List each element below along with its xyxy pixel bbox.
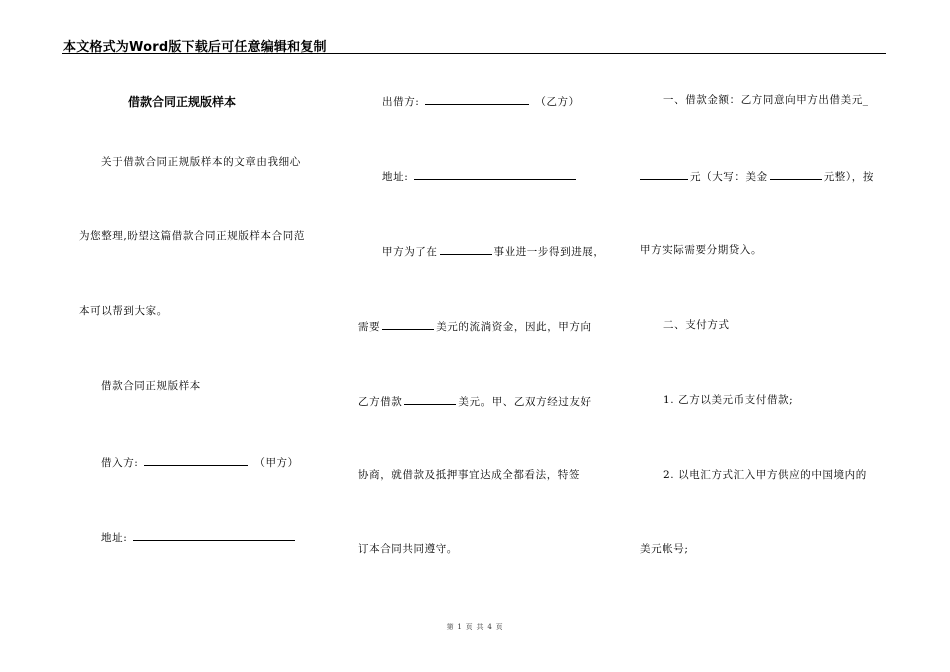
p1-blank xyxy=(440,243,492,255)
header-title: 本文格式为Word版下载后可任意编辑和复制 xyxy=(63,40,327,55)
p2-blank xyxy=(382,318,434,330)
intro-line-2: 为您整理,盼望这篇借款合同正规版样本合同范 xyxy=(79,230,305,242)
amount-words-blank xyxy=(770,168,822,180)
paragraph-line-4: 协商，就借款及抵押事宜达成全都看法，特签 xyxy=(358,469,580,481)
lender-address-label: 地址: xyxy=(382,171,409,183)
lender-suffix: （乙方） xyxy=(535,96,580,108)
paragraph-line-1 xyxy=(382,243,605,259)
amount-blank xyxy=(640,168,688,180)
contract-subtitle: 借款合同正规版样本 xyxy=(101,380,201,392)
p3-blank xyxy=(404,393,456,405)
paragraph-line-2 xyxy=(358,318,592,334)
borrower-label: 借入方: xyxy=(101,457,139,469)
lender-label: 出借方: xyxy=(382,96,420,108)
section1-line-1: 一、借款金额：乙方同意向甲方出借美元_ xyxy=(663,94,869,106)
borrower-blank xyxy=(144,454,248,466)
borrower-address-label: 地址: xyxy=(101,532,128,544)
p1-text-a: 甲方为了在 xyxy=(382,246,438,258)
paragraph-line-5: 订本合同共同遵守。 xyxy=(358,543,458,555)
lender-address-line xyxy=(382,168,578,184)
borrower-line xyxy=(101,454,299,470)
lender-blank xyxy=(425,93,529,105)
section2-item-2: 2. 以电汇方式汇入甲方供应的中国境内的 xyxy=(663,469,867,481)
p1-text-b: 事业进一步得到进展， xyxy=(493,246,605,258)
lender-address-blank xyxy=(414,168,576,180)
p3-text-a: 乙方借款 xyxy=(358,396,403,408)
document-title: 借款合同正规版样本 xyxy=(128,95,237,109)
p2-text-a: 需要 xyxy=(358,321,381,333)
s1-line2-text-b: 元整），按 xyxy=(823,171,874,183)
section2-item-3: 美元帐号; xyxy=(640,543,689,555)
section2-item-1: 1. 乙方以美元币支付借款; xyxy=(663,394,794,406)
lender-line xyxy=(382,93,580,109)
header-rule xyxy=(62,53,886,54)
page-footer: 第 1 页 共 4 页 xyxy=(446,623,504,631)
intro-line-1: 关于借款合同正规版样本的文章由我细心 xyxy=(101,156,301,168)
p3-text-b: 美元。甲、乙双方经过友好 xyxy=(458,396,592,408)
section2-title: 二、支付方式 xyxy=(663,319,730,331)
p2-text-b: 美元的流淌资金，因此，甲方向 xyxy=(436,321,592,333)
borrower-address-line xyxy=(101,529,297,545)
intro-line-3: 本可以帮到大家。 xyxy=(79,305,168,317)
section1-line-3: 甲方实际需要分期贷入。 xyxy=(640,244,763,256)
s1-line2-text-a: 元（大写：美金 xyxy=(690,171,768,183)
section1-line-2 xyxy=(640,168,874,184)
borrower-suffix: （甲方） xyxy=(254,457,299,469)
paragraph-line-3 xyxy=(358,393,592,409)
borrower-address-blank xyxy=(133,529,295,541)
